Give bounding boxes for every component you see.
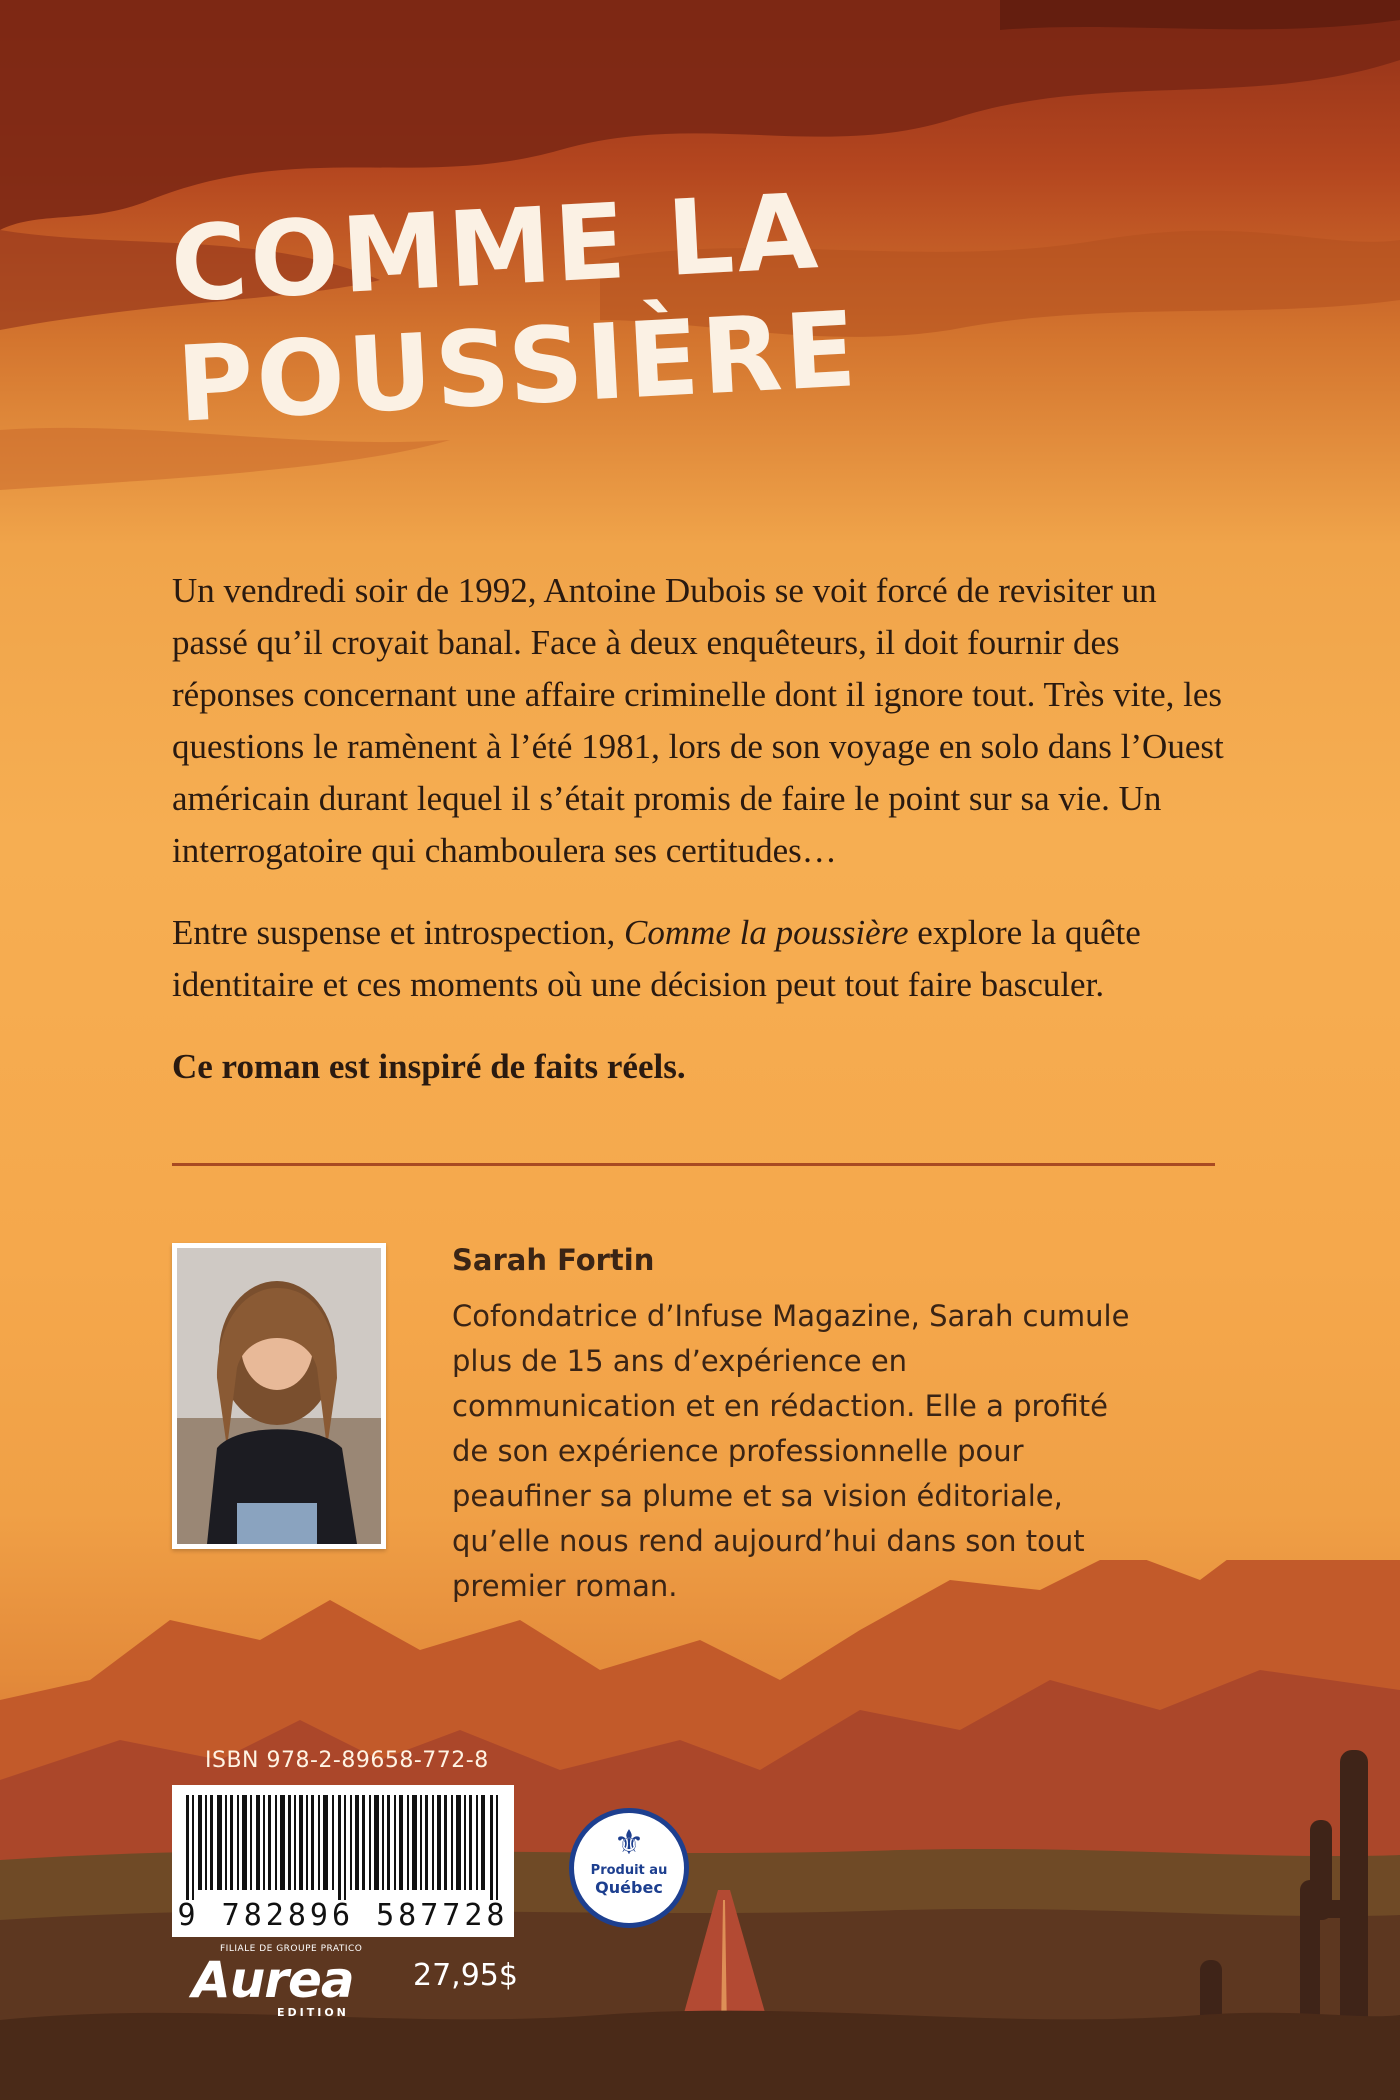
author-photo — [172, 1243, 386, 1549]
title-line-2: POUSSIÈRE — [174, 288, 862, 446]
barcode-bars — [172, 1785, 514, 1900]
title-line-1: COMME LA — [167, 169, 824, 326]
barcode-digits: 9 782896 587728 — [177, 1898, 509, 1933]
isbn-label: ISBN 978-2-89658-772-8 — [205, 1748, 489, 1773]
book-title — [168, 168, 880, 444]
publisher-logo — [192, 1944, 372, 2019]
blurb-p2-end: explore la quête identitaire et ces moments où une décision peut tout faire basculer. — [172, 913, 1141, 1004]
author-bio: Cofondatrice d’Infuse Magazine, Sarah cumule plus de 15 ans d’expérience en communication et en rédaction. Elle a profité de son expérience professionnelle pour peaufiner sa plume et sa vision éditoriale, qu’elle nous rend aujourd’hui dans son tout premier roman. — [452, 1299, 1130, 1603]
blurb-paragraph-2 — [172, 907, 1232, 1011]
badge-line-2: Québec — [595, 1878, 663, 1897]
produit-au-quebec-badge — [569, 1808, 689, 1928]
blurb-tagline: Ce roman est inspiré de faits réels. — [172, 1047, 686, 1086]
blurb-p2-start: Entre suspense et introspection, — [172, 913, 624, 952]
publisher-name: Aurea — [192, 1951, 354, 2009]
fleur-de-lis-icon: ⚜ — [613, 1823, 645, 1863]
author-section — [452, 1240, 1152, 1609]
isbn-barcode — [172, 1785, 514, 1937]
badge-line-1: Produit au — [590, 1863, 668, 1878]
book-blurb — [172, 565, 1232, 1123]
publisher-tagline: FILIALE DE GROUPE PRATICO — [220, 1944, 363, 1954]
author-portrait-image — [177, 1248, 381, 1544]
publisher-subtitle: EDITION — [277, 2006, 349, 2019]
price: 27,95$ — [413, 1958, 518, 1993]
author-name: Sarah Fortin — [452, 1243, 655, 1277]
section-divider — [172, 1163, 1215, 1166]
blurb-paragraph-1: Un vendredi soir de 1992, Antoine Dubois se voit forcé de revisiter un passé qu’il croyait banal. Face à deux enquêteurs, il doit fournir des réponses concernant une affaire criminelle dont il ignore tout. Très vite, les questions le ramènent à l’été 1981, lors de son voyage en solo dans l’Ouest américain durant lequel il s’était promis de faire le point sur sa vie. Un interrogatoire qui chamboulera ses certitudes… — [172, 571, 1224, 870]
blurb-p2-title-italic: Comme la poussière — [623, 913, 909, 952]
